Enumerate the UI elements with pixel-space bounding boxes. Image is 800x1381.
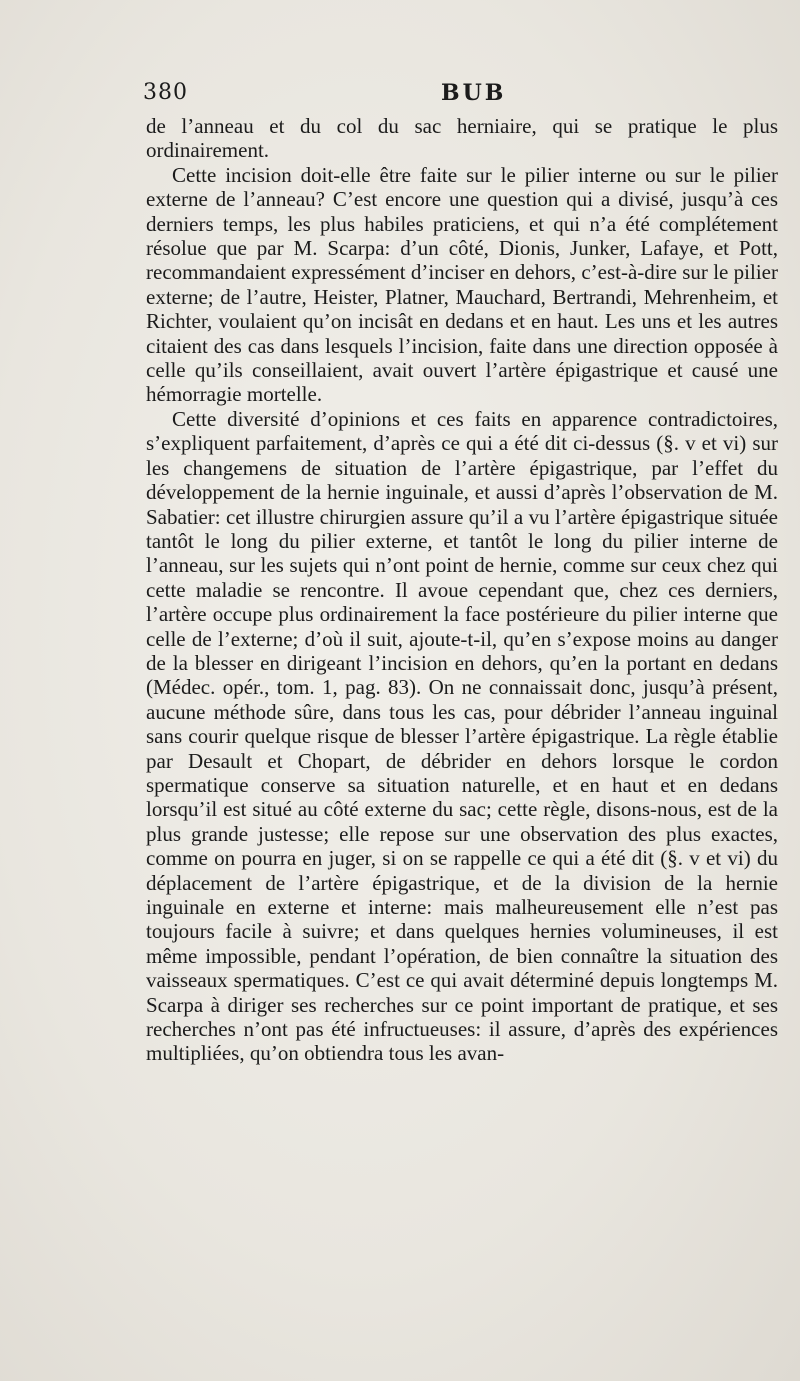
paragraph-diversity-opinions: Cette diversité d’opinions et ces faits en apparence contradictoires, s’expliquent parfaitement, d’après ce qui a été dit ci-dessus (§. v et vi) sur les changemens de situation de l’artère épigastrique, par l’effet du développement de la hernie inguinale, et aussi d’après l’observation de M. Sabatier: cet illustre chirurgien assure qu’il a vu l’artère épigastrique située tantôt le long du pilier externe, et tantôt le long du pilier interne de l’anneau, sur les sujets qui n’ont point de hernie, comme sur ceux chez qui cette maladie se rencontre. Il avoue cependant que, chez ces derniers, l’artère occupe plus ordinairement la face postérieure du pilier interne que celle de l’externe; d’où il suit, ajoute-t-il, qu’en s’expose moins au danger de la blesser en dirigeant l’incision en dehors, qu’en la portant en dedans (Médec. opér., tom. 1, pag. 83). On ne connaissait donc, jusqu’à présent, aucune méthode sûre, dans tous les cas, pour débrider l’anneau inguinal sans courir quelque risque de blesser l’artère épigastrique. La règle établie par Desault et Chopart, de débrider en dehors lorsque le cordon spermatique conserve sa situation naturelle, et en haut et en dedans lorsqu’il est situé au côté externe du sac; cette règle, disons-nous, est de la plus grande justesse; elle repose sur une observation des plus exactes, comme on pourra en juger, si on se rappelle ce qui a été dit (§. v et vi) du déplacement de l’artère épigastrique, et de la division de la hernie inguinale en externe et interne: mais malheureusement elle n’est pas toujours facile à suivre; et dans quelques hernies volumineuses, il est même impossible, pendant l’opération, de bien connaître la situation des vaisseaux spermatiques. C’est ce qui avait déterminé depuis longtemps M. Scarpa à diriger ses recherches sur ce point important de pratique, et ses recherches n’ont pas été infructueuses: il assure, d’après des expériences multipliées, qu’on obtiendra tous les avan- (146, 406, 778, 1066)
running-head: BUB (441, 80, 507, 106)
page-number: 380 (143, 80, 188, 105)
page-header (143, 80, 783, 114)
paragraph-continuation: de l’anneau et du col du sac herniaire, qui se pratique le plus ordinairement. (146, 114, 778, 163)
paragraph-incision-question: Cette incision doit-elle être faite sur le pilier interne ou sur le pilier externe de l’anneau? C’est encore une question qui a divisé, jusqu’à ces derniers temps, les plus habiles praticiens, et qui n’a été complétement résolue que par M. Scarpa: d’un côté, Dionis, Junker, Lafaye, et Pott, recommandaient expressément d’inciser en dehors, c’est-à-dire sur le pilier externe; de l’autre, Heister, Platner, Mauchard, Bertrandi, Mehrenheim, et Richter, voulaient qu’on incisât en dedans et en haut. Les uns et les autres citaient des cas dans lesquels l’incision, faite dans une direction opposée à celle qu’ils conseillaient, avait ouvert l’artère épigastrique et causé une hémorragie mortelle. (146, 162, 778, 407)
body-text (146, 114, 778, 1066)
